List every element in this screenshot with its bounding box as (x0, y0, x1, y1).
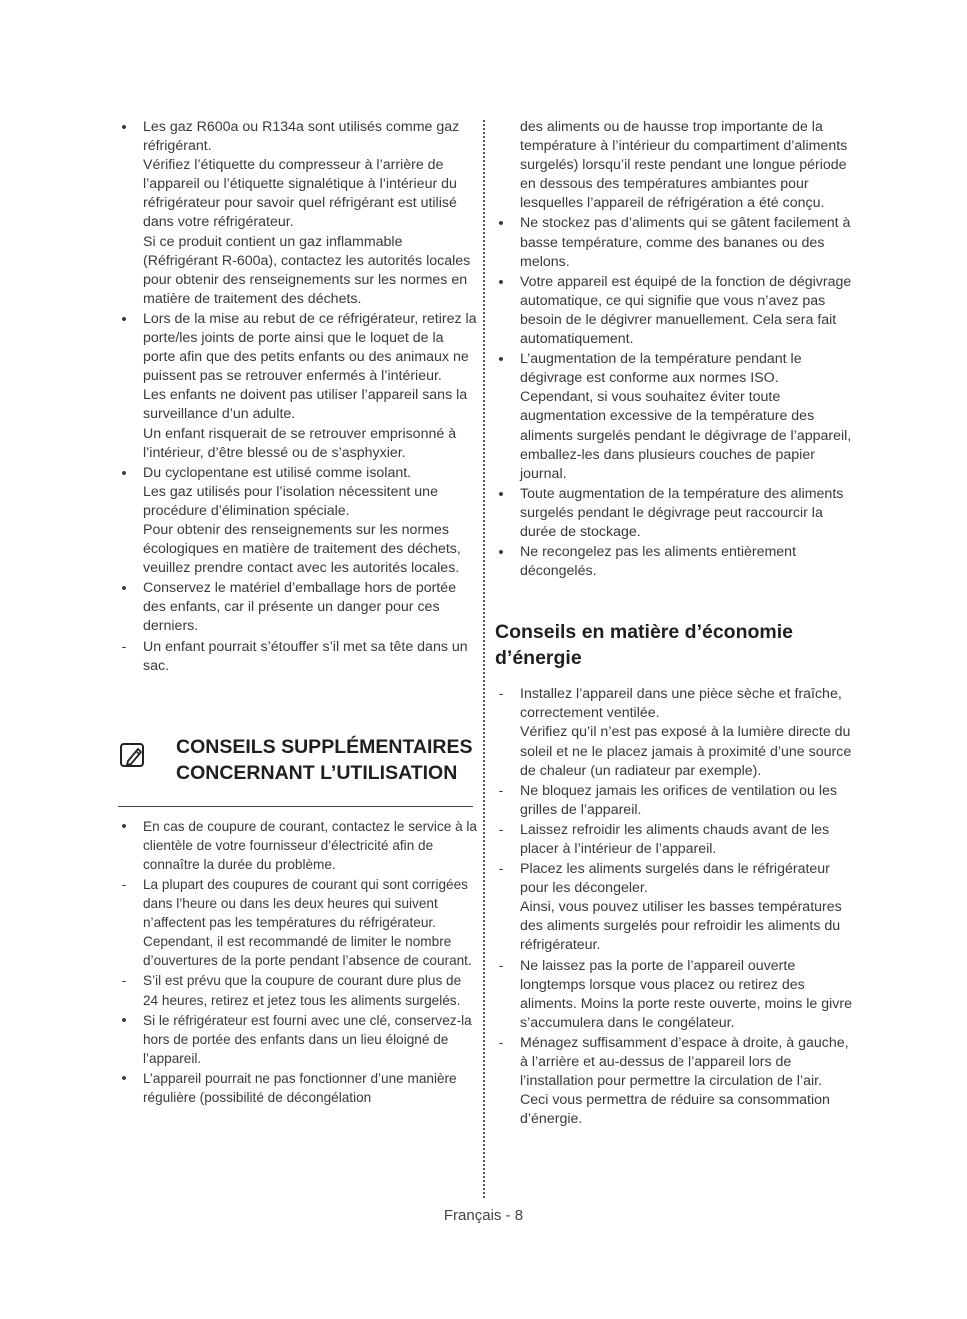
note-pencil-icon (119, 742, 147, 770)
list-item (118, 310, 478, 463)
bullet-marker: • (498, 273, 504, 291)
list-item (495, 685, 853, 780)
list-item (118, 118, 478, 309)
dash-marker: - (498, 782, 504, 799)
bullet-marker: • (121, 1011, 127, 1029)
bullet-marker: • (121, 1069, 127, 1087)
dash-marker: - (498, 1034, 504, 1051)
list-item-text: Les enfants ne doivent pas utiliser l’appareil sans la surveillance d’un adulte. (143, 387, 468, 423)
bullet-marker: • (498, 215, 504, 233)
list-item-text: Laissez refroidir les aliments chauds avant de les placer à l’intérieur de l’appareil. (520, 821, 830, 857)
dash-marker: - (498, 821, 504, 838)
bullet-marker: • (121, 464, 127, 482)
list-item-text: Vérifiez l’étiquette du compresseur à l’arrière de l’appareil ou l’étiquette signalétique à l’intérieur du réfrigérateur pour savoir quel réfrigérant est utilisé dans votre réfrigérateur. (143, 157, 457, 231)
list-item-text: Placez les aliments surgelés dans le réfrigérateur pour les décongeler. (520, 861, 830, 897)
bullet-marker: • (498, 351, 504, 369)
heading-rule (118, 806, 473, 807)
list-item-text: Les gaz R600a ou R134a sont utilisés comme gaz réfrigérant. (143, 119, 460, 155)
dash-marker: - (121, 638, 127, 655)
list-item (118, 1011, 478, 1068)
list-item-text: L’augmentation de la température pendant le dégivrage est conforme aux normes ISO. Cependant, si vous souhaitez éviter toute augmentation excessive de la température des aliments surgelés pendant le dégivrage de l’appareil, emballez-les dans plusieurs couches de papier journal. (520, 351, 852, 482)
list-item-text: Lors de la mise au rebut de ce réfrigérateur, retirez la porte/les joints de porte ainsi que le loquet de la porte afin que des petits enfants ou des animaux ne puissent pas se retrouver enfermés à l’intérieur. (143, 310, 477, 385)
list-item-text: Ainsi, vous pouvez utiliser les basses températures des aliments surgelés pour refroidir les aliments du réfrigérateur. (520, 899, 842, 954)
list-item (495, 543, 853, 581)
left-top-list (118, 118, 478, 676)
right-section-list (495, 685, 853, 1129)
list-item-text: des aliments ou de hausse trop importante de la température à l’intérieur du compartiment d’aliments surgelés) lorsqu’il reste pendant une longue période en dessous des températures ambiantes pour lesquelles l’appareil de réfrigération a été conçu. (520, 119, 848, 212)
list-item-text: La plupart des coupures de courant qui sont corrigées dans l’heure ou dans les deux heures qui suivent n’affectent pas les températures du réfrigérateur. (143, 877, 468, 931)
list-item (118, 579, 478, 636)
list-item-text: Du cyclopentane est utilisé comme isolant. (143, 464, 412, 481)
list-item-text: Ménagez suffisamment d’espace à droite, à gauche, à l’arrière et au-dessus de l’appareil lors de l’installation pour permettre la circulation de l’air. Ceci vous permettra de réduire sa consommation d’énergie. (520, 1034, 849, 1128)
bullet-marker: • (121, 580, 127, 598)
list-item (495, 485, 853, 542)
list-item-text: L’appareil pourrait ne pas fonctionner d’une manière régulière (possibilité de décongélation (143, 1070, 457, 1106)
list-item-text: Ne stockez pas d’aliments qui se gâtent facilement à basse température, comme des bananes ou des melons. (520, 215, 851, 270)
left-section-list (118, 817, 478, 1107)
list-item (495, 118, 853, 213)
list-item (495, 957, 853, 1033)
list-item (495, 821, 853, 859)
dash-marker: - (121, 973, 127, 989)
list-item-text: En cas de coupure de courant, contactez le service à la clientèle de votre fournisseur d’électricité afin de connaître la durée du problème. (143, 818, 477, 872)
list-item-text: Toute augmentation de la température des aliments surgelés pendant le dégivrage peut raccourcir la durée de stockage. (520, 485, 844, 540)
list-item (495, 782, 853, 820)
list-item-text: Si ce produit contient un gaz inflammable (Réfrigérant R-600a), contactez les autorités locales pour obtenir des renseignements sur les normes en matière de traitement des déchets. (143, 233, 471, 307)
list-item-text: Ne laissez pas la porte de l’appareil ouverte longtemps lorsque vous placez ou retirez des aliments. Moins la porte reste ouverte, moins le givre s’accumulera dans le congélateur. (520, 957, 852, 1031)
bullet-marker: • (121, 119, 127, 136)
energy-heading-line1: Conseils en matière d’économie (495, 621, 794, 644)
list-item-text: Ne recongelez pas les aliments entièrement décongelés. (520, 544, 797, 580)
list-item-text: Un enfant pourrait s’étouffer s’il met sa tête dans un sac. (143, 638, 468, 674)
bullet-marker: • (498, 485, 504, 503)
list-item (118, 464, 478, 579)
bullet-marker: • (121, 817, 127, 835)
list-item (118, 971, 478, 1009)
list-item-text: Ne bloquez jamais les orifices de ventilation ou les grilles de l’appareil. (520, 782, 838, 818)
list-item-text: Conservez le matériel d’emballage hors de portée des enfants, car il présente un danger pour ces derniers. (143, 580, 457, 635)
list-item-text: Installez l’appareil dans une pièce sèche et fraîche, correctement ventilée. (520, 686, 842, 722)
list-item-text: Votre appareil est équipé de la fonction de dégivrage automatique, ce qui signifie que vous n’avez pas besoin de le dégivrer manuellement. Cela sera fait automatiquement. (520, 273, 852, 348)
section-heading (118, 734, 478, 794)
section-heading-line2: CONCERNANT L’UTILISATION (176, 761, 458, 784)
list-item (495, 1034, 853, 1129)
list-item (495, 350, 853, 484)
energy-heading-line2: d’énergie (495, 647, 582, 670)
page-footer: Français - 8 (443, 1207, 524, 1224)
dash-marker: - (121, 877, 127, 892)
column-divider (483, 120, 485, 1198)
dash-marker: - (498, 957, 504, 974)
right-column (495, 118, 853, 1130)
list-item (495, 273, 853, 349)
bullet-marker: • (121, 310, 127, 328)
dash-marker: - (498, 686, 504, 703)
list-item-text: Vérifiez qu’il n’est pas exposé à la lumière directe du soleil et ne le placez jamais à proximité d’une source de chaleur (un radiateur par exemple). (520, 724, 852, 779)
list-item (118, 1069, 478, 1107)
list-item (118, 875, 478, 970)
energy-heading (495, 619, 853, 671)
list-item-text: S’il est prévu que la coupure de courant dure plus de 24 heures, retirez et jetez tous les aliments surgelés. (143, 973, 462, 1008)
left-column (118, 118, 478, 1108)
list-item-text: Les gaz utilisés pour l’isolation nécessitent une procédure d’élimination spéciale. (143, 483, 438, 519)
list-item (118, 817, 478, 874)
list-item-text: Si le réfrigérateur est fourni avec une clé, conservez-la hors de portée des enfants dans un lieu éloigné de l’appareil. (143, 1012, 472, 1066)
section-heading-line1: CONSEILS SUPPLÉMENTAIRES (176, 735, 473, 758)
list-item (495, 214, 853, 271)
list-item-text: Un enfant risquerait de se retrouver emprisonné à l’intérieur, d’être blessé ou de s’asphyxier. (143, 425, 457, 461)
right-top-list (495, 118, 853, 581)
list-item (118, 638, 478, 676)
list-item-text: Cependant, il est recommandé de limiter le nombre d’ouvertures de la porte pendant l’absence de courant. (143, 934, 472, 969)
bullet-marker: • (498, 544, 504, 562)
list-item (495, 860, 853, 955)
list-item-text: Pour obtenir des renseignements sur les normes écologiques en matière de traitement des déchets, veuillez prendre contact avec les autorités locales. (143, 521, 461, 577)
dash-marker: - (498, 861, 504, 878)
